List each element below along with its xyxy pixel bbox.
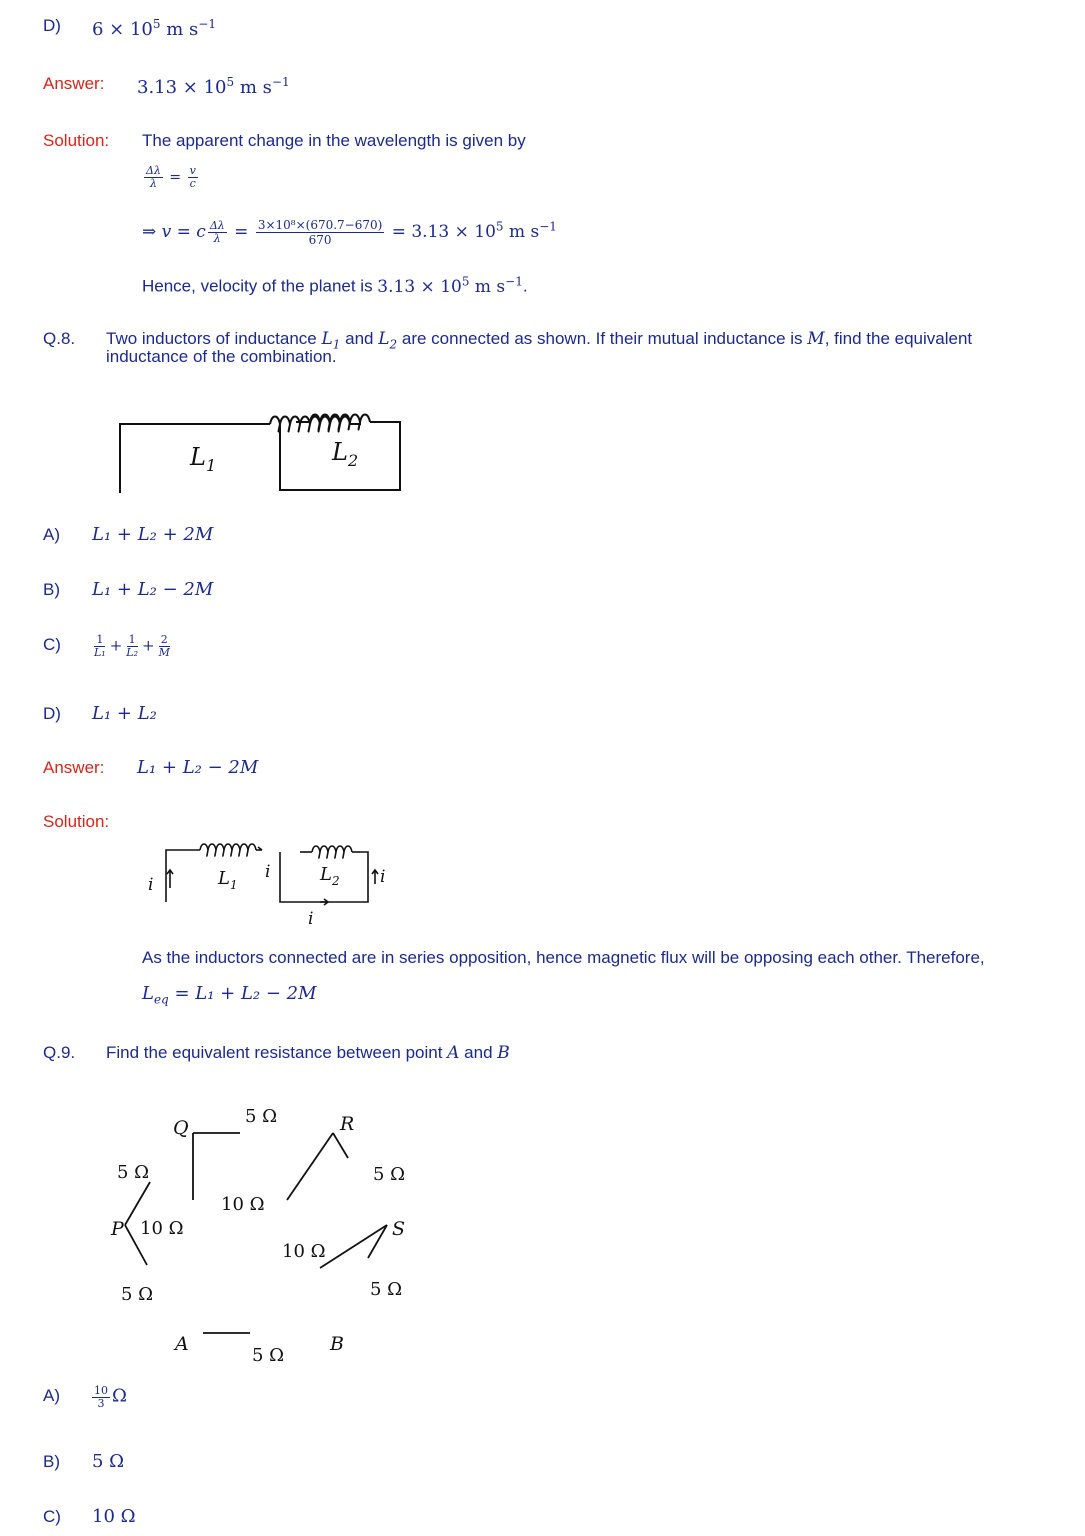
- equation-doppler: $\frac{\Delta\lambda}{\lambda}$ = $\frac{v}{c}$: [146, 164, 196, 190]
- label-L2: $L_2$: [332, 438, 359, 470]
- solution-label: Solution:: [43, 812, 110, 831]
- resistor-network-figure: [105, 1100, 425, 1370]
- option-a-label: A): [43, 525, 60, 544]
- question-text: Find the equivalent resistance between point A and B: [106, 1043, 510, 1063]
- option-c-value: $\frac{1}{\text{L₁}}$ + $\frac{1}{\text{L₂}}$ + $\frac{2}{M}$: [94, 633, 170, 659]
- option-a-value: $\frac{10}{3}$ Ω: [94, 1384, 127, 1410]
- current-i-left: i: [148, 875, 154, 895]
- resistor-PA-label: 5 Ω: [121, 1284, 154, 1305]
- option-d-label: D): [43, 16, 61, 35]
- resistor-QR-label: 5 Ω: [245, 1106, 278, 1127]
- equation-velocity: ⇒ v = c $\frac{\Delta\lambda}{\lambda}$ = $\frac{\text{3×10⁸×(670.7−670)}}{670}$ = $3.13 \times 10^5$ m $s^{-1}$: [142, 218, 557, 247]
- option-d-value: $6 \times 10^5$ m $s^{-1}$: [92, 17, 216, 40]
- resistor-PQ-label: 5 Ω: [117, 1162, 150, 1183]
- question-number: Q.8.: [43, 329, 76, 348]
- inductor-circuit-figure: [110, 400, 410, 500]
- resistor-AB-label: 5 Ω: [252, 1345, 285, 1366]
- answer-value: $3.13 \times 10^5$ m $s^{-1}$: [137, 75, 290, 98]
- node-B: B: [330, 1333, 344, 1355]
- resistor-QA-label: 10 Ω: [140, 1218, 184, 1239]
- current-i-right: i: [380, 867, 386, 887]
- current-i-mid: i: [265, 862, 271, 882]
- solution-explanation: As the inductors connected are in series opposition, hence magnetic flux will be opposing each other. Therefore,: [142, 948, 985, 967]
- resistor-RA-label: 10 Ω: [221, 1194, 265, 1215]
- answer-label: Answer:: [43, 74, 105, 93]
- solution-circuit-figure: [140, 840, 400, 930]
- solution-result: $L_{eq} = L_1 + L_2 - 2M$: [142, 983, 317, 1007]
- option-b-label: B): [43, 1452, 60, 1471]
- node-A: A: [175, 1333, 189, 1355]
- label-L1: $L_1$: [218, 868, 238, 892]
- question-text: Two inductors of inductance $L_1$ and $L_2$ are connected as shown. If their mutual inductance is M, find the equivalent: [106, 329, 973, 352]
- option-d-value: L₁ + L₂: [92, 703, 157, 724]
- option-c-label: C): [43, 635, 61, 654]
- option-b-label: B): [43, 580, 60, 599]
- option-c-label: C): [43, 1507, 61, 1526]
- option-d-label: D): [43, 704, 61, 723]
- answer-label: Answer:: [43, 758, 105, 777]
- solution-text: The apparent change in the wavelength is given by: [142, 131, 526, 150]
- option-b-value: 5 Ω: [92, 1451, 125, 1472]
- option-c-value: 10 Ω: [92, 1506, 136, 1527]
- option-b-value: L₁ + L₂ − 2M: [92, 579, 214, 600]
- question-text-line2: inductance of the combination.: [106, 347, 337, 366]
- node-S: S: [392, 1218, 406, 1240]
- option-a-label: A): [43, 1386, 60, 1405]
- resistor-SA-label: 10 Ω: [282, 1241, 326, 1262]
- resistor-SB-label: 5 Ω: [370, 1279, 403, 1300]
- conclusion: Hence, velocity of the planet is $3.13 \times 10^5$ m $s^{-1}$.: [142, 274, 528, 297]
- node-R: R: [340, 1113, 355, 1135]
- resistor-RS-label: 5 Ω: [373, 1164, 406, 1185]
- label-L1: $L_1$: [190, 443, 217, 475]
- node-Q: Q: [173, 1117, 189, 1139]
- answer-value: L₁ + L₂ − 2M: [137, 757, 259, 778]
- solution-label: Solution:: [43, 131, 110, 150]
- option-a-value: L₁ + L₂ + 2M: [92, 524, 214, 545]
- label-L2: $L_2$: [320, 864, 340, 888]
- node-P: P: [111, 1218, 124, 1240]
- question-number: Q.9.: [43, 1043, 76, 1062]
- current-i-bottom: i: [308, 909, 314, 929]
